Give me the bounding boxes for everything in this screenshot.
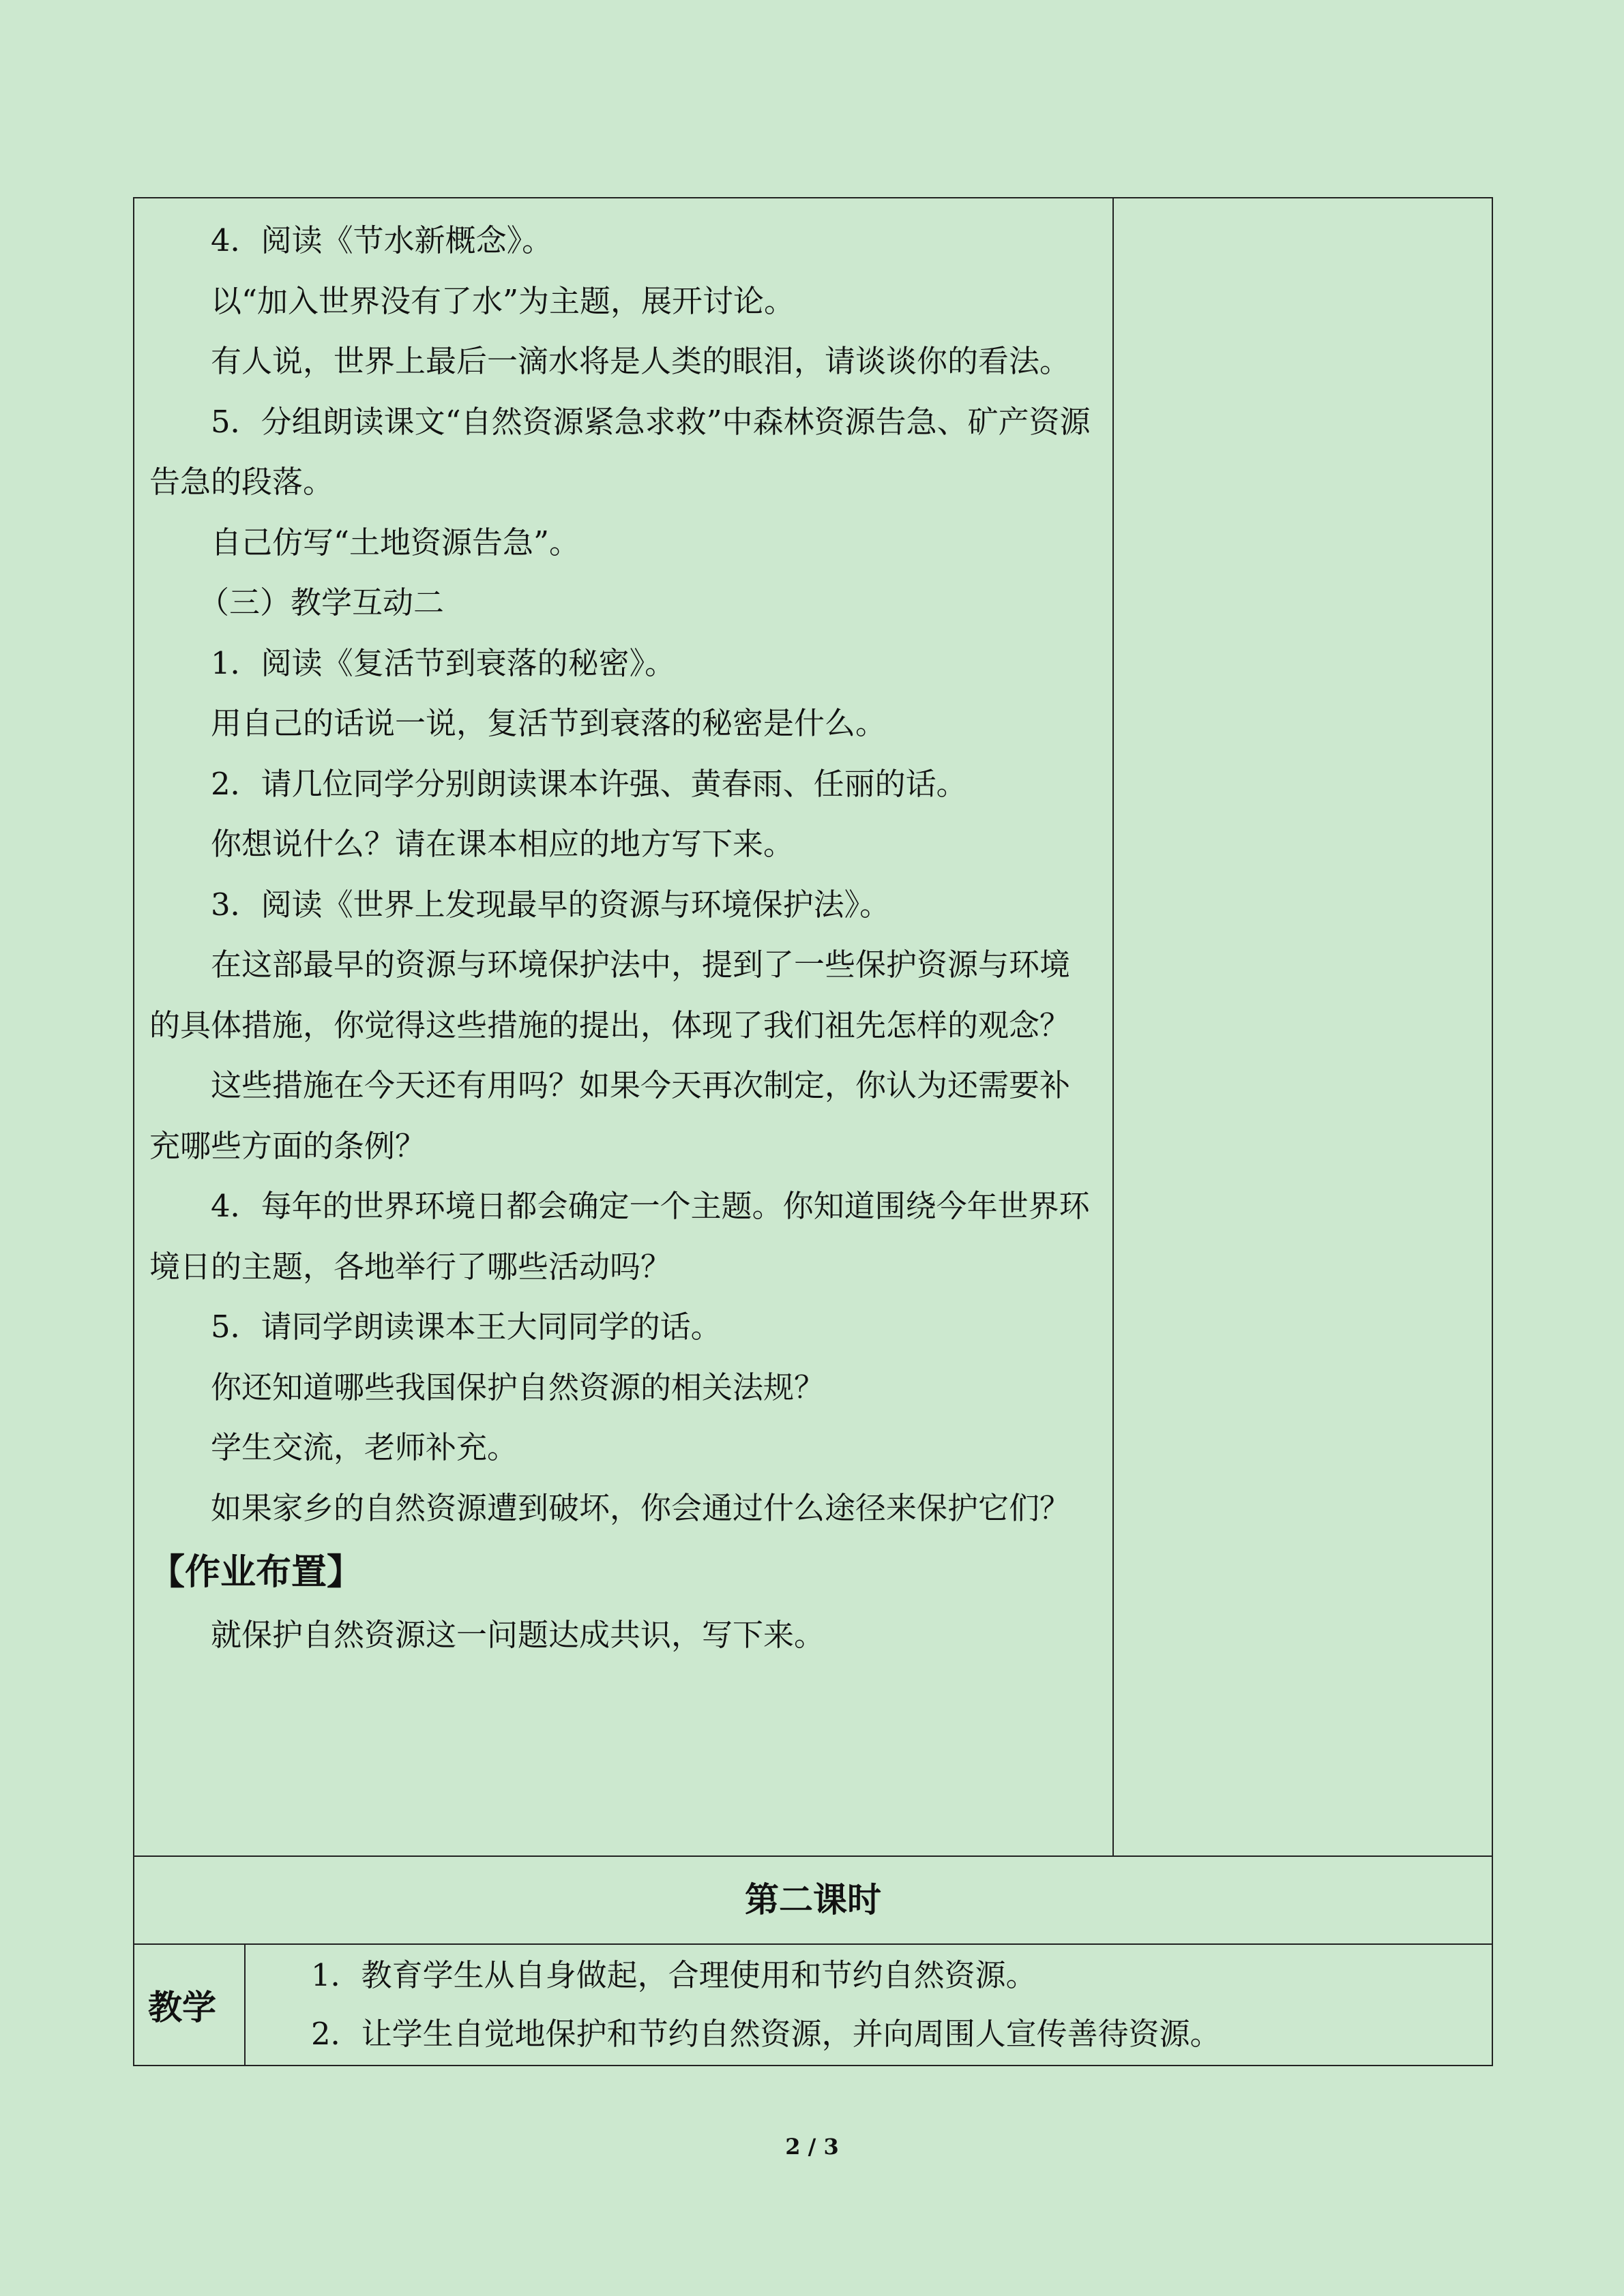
section-heading: （三）教学互动二 bbox=[198, 584, 445, 621]
goals-row bbox=[134, 1944, 1492, 2066]
paragraph: 1．阅读《复活节到衰落的秘密》。 bbox=[211, 644, 676, 681]
content-cell bbox=[134, 198, 1113, 1856]
lesson-title-row bbox=[134, 1856, 1492, 1944]
paragraph: 以“加入世界没有了水”为主题，展开讨论。 bbox=[211, 282, 795, 319]
paragraph: 用自己的话说一说，复活节到衰落的秘密是什么。 bbox=[211, 705, 887, 741]
lesson-title: 第二课时 bbox=[134, 1856, 1492, 1944]
goals-label: 教学 bbox=[134, 1944, 245, 2066]
paragraph: 4．每年的世界环境日都会确定一个主题。你知道围绕今年世界环境日的主题，各地举行了哪些活动吗？ bbox=[149, 1188, 1090, 1285]
homework-heading: 【作业布置】 bbox=[149, 1552, 363, 1593]
paragraph: 学生交流，老师补充。 bbox=[211, 1429, 518, 1465]
paragraph: 5．分组朗读课文“自然资源紧急求救”中森林资源告急、矿产资源告急的段落。 bbox=[149, 403, 1091, 500]
paragraph: 你想说什么？请在课本相应的地方写下来。 bbox=[211, 826, 795, 862]
notes-cell bbox=[1113, 198, 1492, 1856]
homework-text: 就保护自然资源这一问题达成共识，写下来。 bbox=[211, 1617, 825, 1653]
goal-item: 2．让学生自觉地保护和节约自然资源，并向周围人宣传善待资源。 bbox=[311, 2016, 1221, 2052]
paragraph: 5．请同学朗读课本王大同同学的话。 bbox=[211, 1309, 722, 1345]
goal-item: 1．教育学生从自身做起，合理使用和节约自然资源。 bbox=[311, 1957, 1037, 1993]
paragraph: 如果家乡的自然资源遭到破坏，你会通过什么途径来保护它们？ bbox=[211, 1489, 1071, 1526]
page-number: 2 / 3 bbox=[785, 2134, 839, 2160]
lesson-plan-table bbox=[133, 197, 1493, 2066]
paragraph: 有人说，世界上最后一滴水将是人类的眼泪，请谈谈你的看法。 bbox=[211, 343, 1071, 379]
paragraph: 2．请几位同学分别朗读课本许强、黄春雨、任丽的话。 bbox=[211, 765, 967, 802]
paragraph: 自己仿写“土地资源告急”。 bbox=[211, 524, 580, 561]
paragraph: 3．阅读《世界上发现最早的资源与环境保护法》。 bbox=[211, 886, 891, 923]
paragraph: 4．阅读《节水新概念》。 bbox=[211, 222, 553, 258]
content-row bbox=[134, 198, 1492, 1856]
paragraph: 这些措施在今天还有用吗？如果今天再次制定，你认为还需要补充哪些方面的条例？ bbox=[149, 1067, 1071, 1164]
paragraph: 在这部最早的资源与环境保护法中，提到了一些保护资源与环境的具体措施，你觉得这些措施的提出，体现了我们祖先怎样的观念？ bbox=[149, 946, 1071, 1043]
goals-cell bbox=[245, 1944, 1492, 2066]
paragraph: 你还知道哪些我国保护自然资源的相关法规？ bbox=[211, 1369, 825, 1405]
